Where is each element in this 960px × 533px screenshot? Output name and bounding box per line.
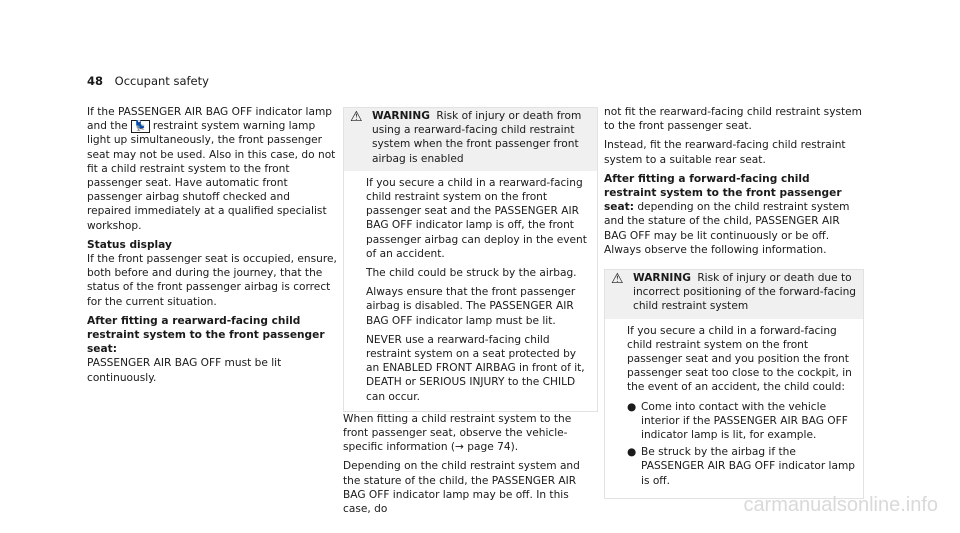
warning-title-text: Risk of injury or death due to incorrect positioning of the forward-facing child restraint system xyxy=(633,272,857,313)
column-3 xyxy=(604,105,864,499)
text: restraint system warning lamp light up simultaneously, the front passenger seat may not be used. Also in this case, do not fit a child restraint system to the front passenger seat. Have automatic front passenger airbag shutoff checked and repaired immediately at a qualified specialist workshop. xyxy=(87,120,336,232)
list-item-text: Be struck by the airbag if the PASSENGER AIR BAG OFF indicator lamp is off. xyxy=(641,446,856,487)
column-2 xyxy=(343,107,598,521)
warning-label: WARNING xyxy=(633,272,691,285)
depending-paragraph: Depending on the child restraint system and the stature of the child, the PASSENGER AIR BAG OFF indicator lamp may be off. In this case, do xyxy=(343,460,580,516)
section-title: Occupant safety xyxy=(114,74,209,88)
forward-facing-paragraph xyxy=(604,172,864,257)
warning-title xyxy=(633,271,857,314)
warning-title xyxy=(372,109,591,166)
paragraph-warning-lamps xyxy=(87,105,337,233)
warning-paragraph: NEVER use a rearward-facing child restraint system on a seat protected by an ENABLED FRONT AIRBAG in front of it, DEATH or SERIOUS INJURY to the CHILD can occur. xyxy=(366,333,585,403)
list-item xyxy=(627,400,857,443)
warning-header xyxy=(605,270,863,319)
seatbelt-icon: 💺 xyxy=(131,120,149,133)
warning-triangle-icon: ⚠ xyxy=(611,271,624,288)
forward-heading: After fitting a forward-facing child restraint system to the front passenger seat: xyxy=(604,172,842,214)
warning-box-forward xyxy=(604,269,864,499)
rearward-heading: After fitting a rearward-facing child restraint system to the front passenger seat: xyxy=(87,314,325,356)
warning-paragraph: The child could be struck by the airbag. xyxy=(366,267,577,280)
warning-paragraph: If you secure a child in a forward-facing child restraint system on the front passenger seat and you position the front passenger seat too close to the cockpit, in the event of an accident, the child could: xyxy=(627,324,852,394)
status-display-heading: Status display xyxy=(87,238,172,251)
forward-text: depending on the child restraint system and the stature of the child, PASSENGER AIR BAG OFF may be lit continuously or be off. Always observe the following information. xyxy=(604,201,850,256)
list-item-text: Come into contact with the vehicle interior if the PASSENGER AIR BAG OFF indicator lamp is lit, for example. xyxy=(641,400,848,442)
vehicle-info-paragraph: When fitting a child restraint system to the front passenger seat, observe the vehicle-specific information (→ page 74). xyxy=(343,412,572,454)
warning-triangle-icon: ⚠ xyxy=(350,109,363,125)
page-header xyxy=(87,74,209,88)
warning-paragraph: If you secure a child in a rearward-facing child restraint system on the front passenger seat and the PASSENGER AIR BAG OFF indicator lamp is off, the front passenger airbag can deploy in the event of an accident. xyxy=(366,176,587,260)
rearward-text: PASSENGER AIR BAG OFF must be lit continuously. xyxy=(87,357,282,384)
status-display-text: If the front passenger seat is occupied, ensure, both before and during the journey, that the status of the front passenger airbag is correct for the current situation. xyxy=(87,253,337,308)
page-number: 48 xyxy=(87,74,104,88)
continued-paragraph: not fit the rearward-facing child restraint system to the front passenger seat. xyxy=(604,106,862,133)
warning-header xyxy=(344,108,597,171)
instead-paragraph: Instead, fit the rearward-facing child restraint system to a suitable rear seat. xyxy=(604,139,846,166)
warning-label: WARNING xyxy=(372,110,430,122)
warning-body xyxy=(605,319,863,498)
warning-paragraph: Always ensure that the front passenger airbag is disabled. The PASSENGER AIR BAG OFF indicator lamp must be lit. xyxy=(366,286,576,327)
warning-body xyxy=(344,171,597,411)
warning-box-rearward xyxy=(343,107,598,412)
warning-title-text: Risk of injury or death from using a rearward-facing child restraint system when the front passenger front airbag is enabled xyxy=(372,110,582,165)
list-item xyxy=(627,445,857,488)
column-1 xyxy=(87,105,337,390)
bullet-icon: ● xyxy=(627,446,637,459)
text: If the PASSENGER AIR BAG OFF indicator lamp and the xyxy=(87,106,333,133)
bullet-icon: ● xyxy=(627,400,637,413)
watermark: carmanualsonline.info xyxy=(743,494,938,516)
